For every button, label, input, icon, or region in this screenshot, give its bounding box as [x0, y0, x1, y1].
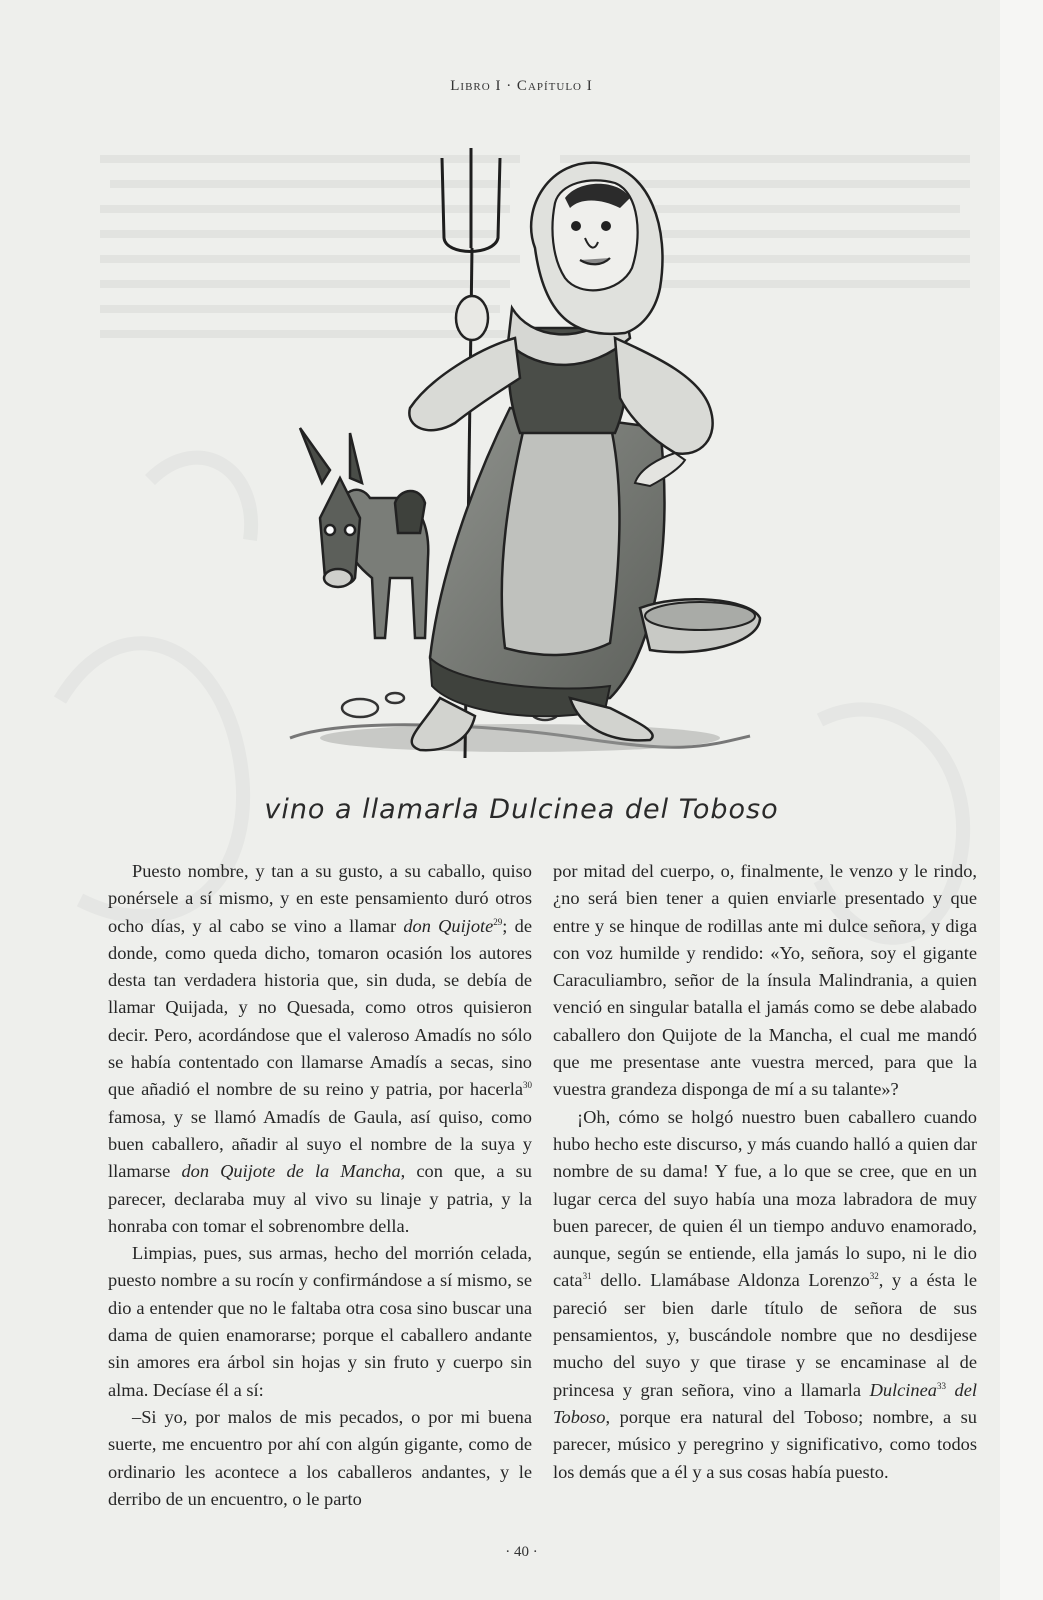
paragraph: Limpias, pues, sus armas, hecho del morrión celada, puesto nombre a su rocín y confirmándose a sí mismo, se dio a entender que no le faltaba otra cosa sino buscar una dama de quien enamorarse; porque el caballero andante sin amores era árbol sin hojas y sin fruto y cuerpo sin alma. Decíase él a sí: — [108, 1243, 532, 1400]
paragraph: –Si yo, por malos de mis pecados, o por mi buena suerte, me encuentro por ahí con algún gigante, como de ordinario les acontece a los caballeros andantes, y le derribo de un encuentro, o le parto — [108, 1406, 532, 1509]
footnote-ref[interactable]: 30 — [523, 1080, 532, 1091]
paragraph: ¡Oh, cómo se holgó nuestro buen caballero cuando hubo hecho este discurso, y más cuando halló a quien dar nombre de su dama! Y fue, a lo que se cree, que en un lugar cerca del suyo había una moza labradora de muy buen parecer, de quien él un tiempo anduvo enamorado, aunque, según se entiende, ella jamás lo supo, ni le dio cata$^{31}$ dello. Llamábase Aldonza Lorenzo$^{32}$, y a ésta le pareció ser bien darle título de señora de sus pensamientos, y, buscándole nombre que no desdijese mucho del suyo y que tirase y se encaminase al de princesa y gran señora, vino a llamarla Dulcinea$^{33}$ del Toboso, porque era natural del Toboso; nombre, a su parecer, músico y peregrino y significativo, como todos los demás que a él y a sus cosas había puesto. — [553, 1106, 977, 1482]
footnote-ref[interactable]: 33 — [936, 1380, 946, 1391]
running-head: Libro I · Capítulo I — [450, 78, 593, 94]
text-column-right — [553, 858, 977, 1486]
paragraph: por mitad del cuerpo, o, finalmente, le venzo y le rindo, ¿no será bien tener a quien enviarle presentado y que entre y se hinque de rodillas ante mi dulce señora, y diga con voz humilde y rendido: «Yo, señora, soy el gigante Caraculiambro, señor de la ínsula Malindrania, a quien venció en singular batalla el jamás como se debe alabado caballero don Quijote de la Mancha, el cual me mandó que me presentase ante vuestra merced, para que la vuestra grandeza disponga de mí a su talante»? — [553, 861, 977, 1100]
footnote-ref[interactable]: 32 — [869, 1271, 879, 1282]
illustration — [280, 138, 780, 808]
illustration-caption: vino a llamarla Dulcinea del Toboso — [264, 794, 779, 825]
footnote-ref[interactable]: 31 — [582, 1271, 592, 1282]
page-number: · 40 · — [505, 1544, 538, 1560]
paragraph: Puesto nombre, y tan a su gusto, a su caballo, quiso ponérsele a sí mismo, y en este pensamiento duró otros ocho días, y al cabo se vino a llamar don Quijote$^{29}$; de donde, como queda dicho, tomaron ocasión los autores desta tan verdadera historia que, sin duda, se debía de llamar Quijada, y no Quesada, como otros quisieron decir. Pero, acordándose que el valeroso Amadís no sólo se había contentado con llamarse Amadís a secas, sino que añadió el nombre de su reino y patria, por hacerla$^{30}$ famosa, y se llamó Amadís de Gaula, así quiso, como buen caballero, añadir al suyo el nombre de la suya y llamarse don Quijote de la Mancha, con que, a su parecer, declaraba muy al vivo su linaje y patria, y la honraba con tomar el sobrenombre della. — [108, 861, 533, 1236]
text-column-left — [108, 858, 532, 1513]
footnote-ref[interactable]: 29 — [493, 916, 503, 927]
